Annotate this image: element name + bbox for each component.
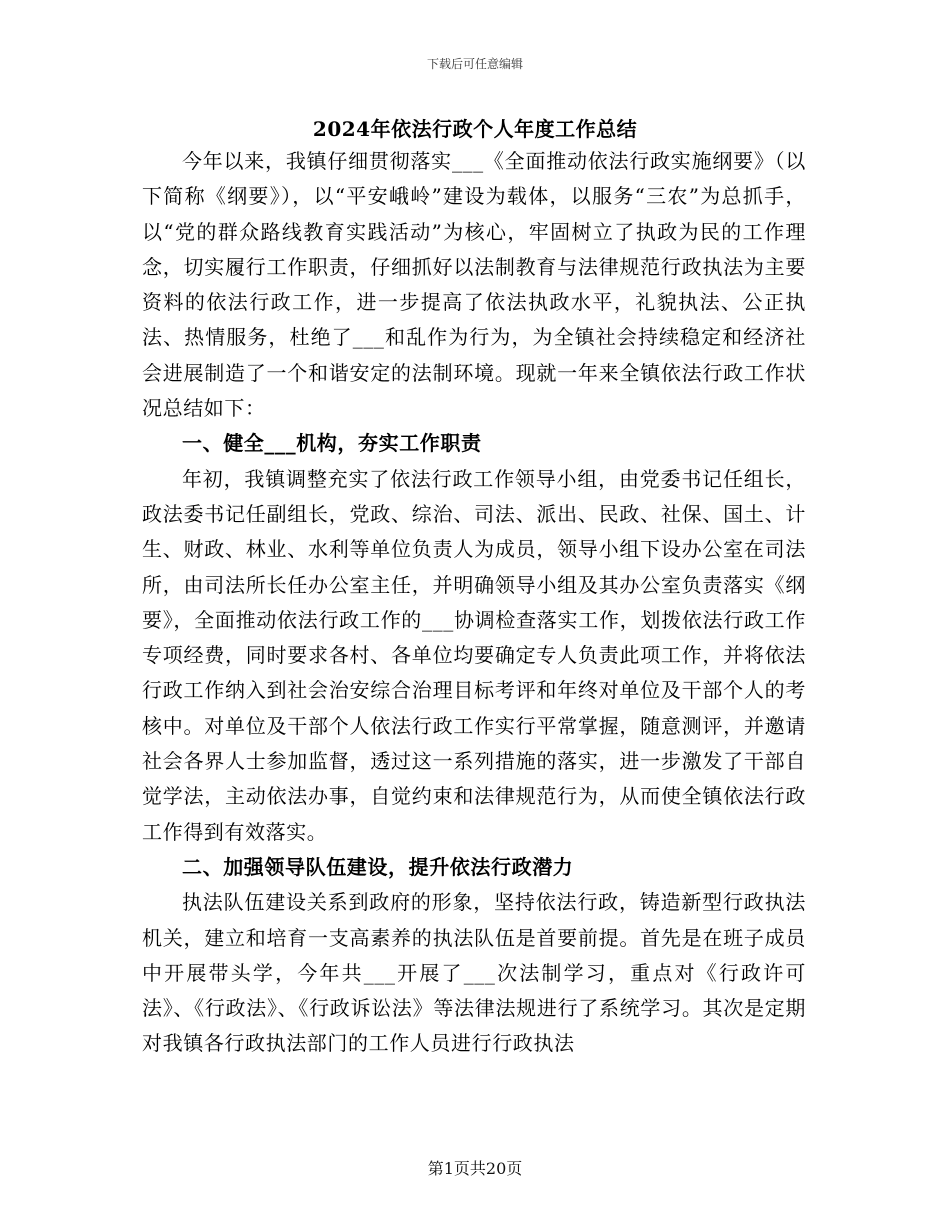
document-body [142, 144, 806, 1062]
page-number: 第1页共20页 [427, 1159, 523, 1178]
section-1-heading: 一、健全___机构，夯实工作职责 [182, 431, 482, 456]
document-title: 2024年依法行政个人年度工作总结 [312, 117, 638, 141]
section-2-paragraph: 执法队伍建设关系到政府的形象，坚持依法行政，铸造新型行政执法机关，建立和培育一支高素养的执法队伍是首要前提。首先是在班子成员中开展带头学，今年共___开展了___次法制学习，重点对《行政许可法》、《行政法》、《行政诉讼法》等法律法规进行了系统学习。其次是定期对我镇各行政执法部门的工作人员进行行政执法 [142, 890, 806, 1056]
download-note: 下载后可任意编辑 [426, 57, 523, 71]
section-1-paragraph: 年初，我镇调整充实了依法行政工作领导小组，由党委书记任组长，政法委书记任副组长，党政、综治、司法、派出、民政、社保、国土、计生、财政、林业、水利等单位负责人为成员，领导小组下设办公室在司法所，由司法所长任办公室主任，并明确领导小组及其办公室负责落实《纲要》，全面推动依法行政工作的___协调检查落实工作，划拨依法行政工作专项经费，同时要求各村、各单位均要确定专人负责此项工作，并将依法行政工作纳入到社会治安综合治理目标考评和年终对单位及干部个人的考核中。对单位及干部个人依法行政工作实行平常掌握，随意测评，并邀请社会各界人士参加监督，透过这一系列措施的落实，进一步激发了干部自觉学法，主动依法办事，自觉约束和法律规范行为，从而使全镇依法行政工作得到有效落实。 [142, 466, 806, 844]
section-2-heading: 二、加强领导队伍建设，提升依法行政潜力 [182, 854, 574, 879]
intro-paragraph: 今年以来，我镇仔细贯彻落实___《全面推动依法行政实施纲要》（以下简称《纲要》），以“平安峨岭”建设为载体，以服务“三农”为总抓手，以“党的群众路线教育实践活动”为核心，牢固树立了执政为民的工作理念，切实履行工作职责，仔细抓好以法制教育与法律规范行政执法为主要资料的依法行政工作，进一步提高了依法执政水平，礼貌执法、公正执法、热情服务，杜绝了___和乱作为行为，为全镇社会持续稳定和经济社会进展制造了一个和谐安定的法制环境。现就一年来全镇依法行政工作状况总结如下： [142, 149, 806, 421]
